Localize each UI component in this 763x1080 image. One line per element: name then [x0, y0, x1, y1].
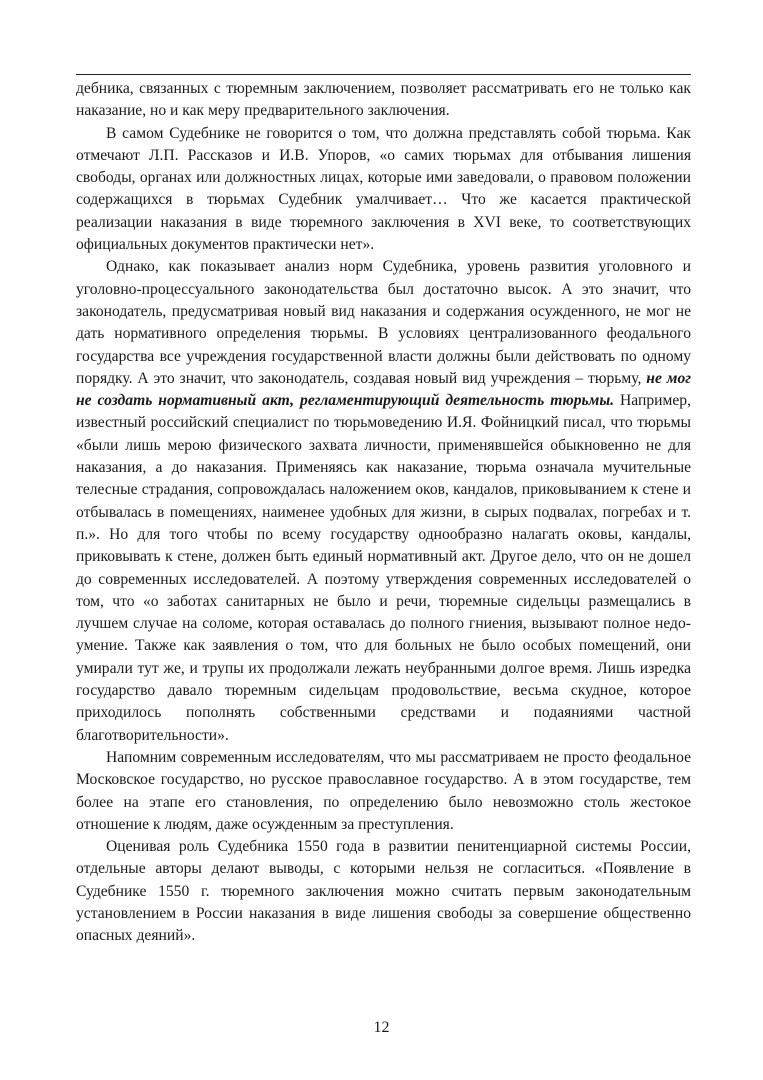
paragraph-analysis-start: Однако, как показывает анализ норм Судебника, уровень развития уголовного и уголовно-процессуального законодательства был достаточно высок. А это значит, что законодатель, предусматривая новый вид наказания и содержания осужденного, не мог не дать нормативного определения тюрьмы. В условиях централизованного феодального государства все учреждения государственной власти должны были действовать по одному порядку. А это значит, что законодатель, создавая новый вид учреждения – тюрьму, — [76, 258, 691, 387]
paragraph-orthodox-state: Напомним современным исследователям, что мы рассматриваем не просто феодальное Московское государство, но русское православное государство. А в этом государстве, тем более на этапе его становления, по определению было невозможно столь жестокое отношение к людям, даже осужденным за преступления. — [76, 748, 691, 833]
paragraph-continued: дебника, связанных с тюремным заключением, позволяет рассматривать его не только как наказание, но и как меру предварительного заключения. — [76, 80, 691, 120]
paragraph-analysis-emphasis: не мог не создать нормативный акт, регламентирующий деятельность тюрьмы. — [76, 369, 691, 410]
paragraph-analysis-end: Например, известный российский специалист по тюрьмоведению И.Я. Фойницкий писал, что тюрьмы «были лишь мерою физического захвата личности, применявшейся обыкновенно не для наказания, а до наказания. Применяясь как наказание, тюрьма означала мучительные телесные страдания, сопровождалась наложением оков, кандалов, приковыванием к стене и отбывалась в помещениях, наименее удобных для жизни, в сырых подвалах, погребах и т. п.». Но для того чтобы по всему государству однообразно налагать оковы, кандалы, приковывать к стене, должен быть единый нормативный акт. Другое дело, что он не дошел до современных исследователей. А поэтому утверждения современных исследователей о том, что «о заботах санитарных не было и речи, тюремные сидельцы размещались в лучшем случае на соломе, которая оставалась до полного гниения, вызывают полное недоумение. Также как заявления о том, что для больных не было особых помещений, они умирали тут же, и трупы их продолжали лежать неубранными долгое время. Лишь изредка государство давало тюремным сидельцам продовольствие, весьма скудное, которое приходилось пополнять собственными средствами и подаяниями частной благотворительности». — [76, 392, 691, 744]
page-number: 12 — [373, 1019, 390, 1036]
body-text — [76, 78, 691, 948]
paragraph-prison-description: В самом Судебнике не говорится о том, что должна представлять собой тюрьма. Как отмечают Л.П. Рассказов и И.В. Упоров, «о самих тюрьмах для отбывания лишения свободы, органах или должностных лицах, которые ими заведовали, о правовом положении содержащихся в тюрьмах Судебник умалчивает… Что же касается практической реализации наказания в виде тюремного заключения в XVI веке, то соответствующих официальных документов практически нет». — [76, 124, 691, 254]
header-rule — [76, 74, 691, 75]
paragraph-analysis — [76, 256, 691, 747]
paragraph-conclusion: Оценивая роль Судебника 1550 года в развитии пенитенциарной системы России, отдельные авторы делают выводы, с которыми нельзя не согласиться. «Появление в Судебнике 1550 г. тюремного заключения можно считать первым законодательным установлением в России наказания в виде лишения свободы за совершение общественно опасных деяний». — [76, 838, 691, 945]
